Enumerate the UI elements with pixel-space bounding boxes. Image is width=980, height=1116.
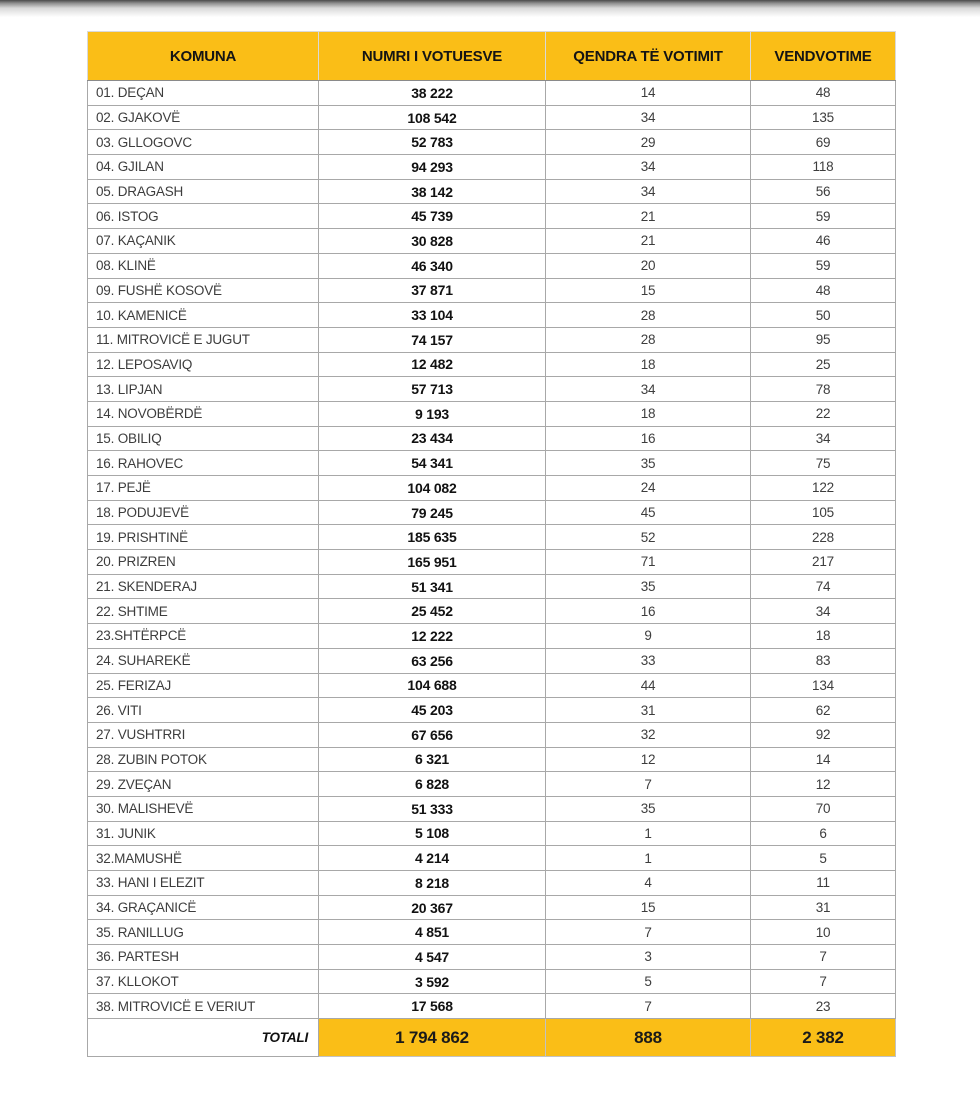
- cell-vendvotime: 10: [751, 920, 896, 945]
- cell-qendra: 52: [546, 525, 751, 550]
- table-row: [88, 945, 896, 970]
- cell-votuesve: 6 321: [319, 747, 546, 772]
- cell-komuna: 35. RANILLUG: [88, 920, 319, 945]
- cell-komuna: 13. LIPJAN: [88, 377, 319, 402]
- cell-qendra: 21: [546, 229, 751, 254]
- cell-vendvotime: 6: [751, 821, 896, 846]
- cell-votuesve: 6 828: [319, 772, 546, 797]
- cell-qendra: 24: [546, 476, 751, 501]
- table-row: [88, 476, 896, 501]
- cell-qendra: 15: [546, 895, 751, 920]
- cell-komuna: 37. KLLOKOT: [88, 969, 319, 994]
- cell-komuna: 24. SUHAREKË: [88, 648, 319, 673]
- cell-vendvotime: 92: [751, 722, 896, 747]
- cell-komuna: 06. ISTOG: [88, 204, 319, 229]
- cell-vendvotime: 135: [751, 105, 896, 130]
- cell-qendra: 32: [546, 722, 751, 747]
- table-row: [88, 303, 896, 328]
- table-row: [88, 599, 896, 624]
- cell-qendra: 31: [546, 698, 751, 723]
- cell-qendra: 12: [546, 747, 751, 772]
- table-row: [88, 920, 896, 945]
- cell-votuesve: 8 218: [319, 871, 546, 896]
- cell-qendra: 20: [546, 253, 751, 278]
- table-row: [88, 895, 896, 920]
- cell-qendra: 34: [546, 179, 751, 204]
- cell-qendra: 33: [546, 648, 751, 673]
- cell-komuna: 02. GJAKOVË: [88, 105, 319, 130]
- cell-votuesve: 165 951: [319, 550, 546, 575]
- table-row: [88, 155, 896, 180]
- cell-komuna: 11. MITROVICË E JUGUT: [88, 327, 319, 352]
- cell-vendvotime: 228: [751, 525, 896, 550]
- cell-vendvotime: 69: [751, 130, 896, 155]
- cell-komuna: 27. VUSHTRRI: [88, 722, 319, 747]
- cell-vendvotime: 59: [751, 204, 896, 229]
- table-row: [88, 81, 896, 106]
- cell-qendra: 7: [546, 920, 751, 945]
- cell-votuesve: 104 082: [319, 476, 546, 501]
- total-row: [88, 1019, 896, 1057]
- cell-votuesve: 94 293: [319, 155, 546, 180]
- table-row: [88, 698, 896, 723]
- cell-qendra: 7: [546, 772, 751, 797]
- cell-qendra: 45: [546, 500, 751, 525]
- column-header-qendra: QENDRA TË VOTIMIT: [546, 32, 751, 81]
- cell-vendvotime: 5: [751, 846, 896, 871]
- cell-votuesve: 4 547: [319, 945, 546, 970]
- cell-qendra: 16: [546, 426, 751, 451]
- cell-qendra: 28: [546, 327, 751, 352]
- total-vendvotime: 2 382: [751, 1019, 896, 1057]
- table-row: [88, 451, 896, 476]
- cell-komuna: 03. GLLOGOVC: [88, 130, 319, 155]
- window-top-edge: [0, 0, 980, 18]
- column-header-votuesve: NUMRI I VOTUESVE: [319, 32, 546, 81]
- cell-vendvotime: 14: [751, 747, 896, 772]
- cell-qendra: 29: [546, 130, 751, 155]
- cell-qendra: 5: [546, 969, 751, 994]
- total-label: TOTALI: [88, 1019, 319, 1057]
- cell-qendra: 18: [546, 401, 751, 426]
- table-row: [88, 204, 896, 229]
- table-body: [88, 81, 896, 1019]
- cell-votuesve: 9 193: [319, 401, 546, 426]
- table-row: [88, 426, 896, 451]
- cell-qendra: 14: [546, 81, 751, 106]
- table-row: [88, 550, 896, 575]
- cell-komuna: 28. ZUBIN POTOK: [88, 747, 319, 772]
- cell-votuesve: 5 108: [319, 821, 546, 846]
- cell-komuna: 09. FUSHË KOSOVË: [88, 278, 319, 303]
- cell-komuna: 29. ZVEÇAN: [88, 772, 319, 797]
- cell-vendvotime: 50: [751, 303, 896, 328]
- header-row: [88, 32, 896, 81]
- cell-komuna: 38. MITROVICË E VERIUT: [88, 994, 319, 1019]
- table-row: [88, 377, 896, 402]
- cell-vendvotime: 217: [751, 550, 896, 575]
- cell-votuesve: 12 482: [319, 352, 546, 377]
- cell-komuna: 31. JUNIK: [88, 821, 319, 846]
- cell-komuna: 01. DEÇAN: [88, 81, 319, 106]
- cell-qendra: 7: [546, 994, 751, 1019]
- cell-komuna: 21. SKENDERAJ: [88, 574, 319, 599]
- cell-votuesve: 74 157: [319, 327, 546, 352]
- cell-vendvotime: 62: [751, 698, 896, 723]
- table-row: [88, 722, 896, 747]
- cell-vendvotime: 46: [751, 229, 896, 254]
- cell-vendvotime: 48: [751, 81, 896, 106]
- cell-votuesve: 45 739: [319, 204, 546, 229]
- cell-votuesve: 51 341: [319, 574, 546, 599]
- cell-vendvotime: 18: [751, 624, 896, 649]
- cell-qendra: 28: [546, 303, 751, 328]
- cell-vendvotime: 59: [751, 253, 896, 278]
- table-row: [88, 574, 896, 599]
- cell-qendra: 4: [546, 871, 751, 896]
- table-row: [88, 821, 896, 846]
- cell-vendvotime: 105: [751, 500, 896, 525]
- cell-qendra: 16: [546, 599, 751, 624]
- cell-vendvotime: 11: [751, 871, 896, 896]
- cell-vendvotime: 12: [751, 772, 896, 797]
- cell-vendvotime: 83: [751, 648, 896, 673]
- cell-votuesve: 17 568: [319, 994, 546, 1019]
- cell-komuna: 22. SHTIME: [88, 599, 319, 624]
- cell-vendvotime: 34: [751, 426, 896, 451]
- cell-votuesve: 46 340: [319, 253, 546, 278]
- cell-qendra: 1: [546, 821, 751, 846]
- cell-qendra: 34: [546, 105, 751, 130]
- cell-vendvotime: 48: [751, 278, 896, 303]
- cell-vendvotime: 75: [751, 451, 896, 476]
- table-row: [88, 871, 896, 896]
- table-row: [88, 747, 896, 772]
- cell-votuesve: 52 783: [319, 130, 546, 155]
- table-row: [88, 401, 896, 426]
- cell-vendvotime: 70: [751, 796, 896, 821]
- cell-qendra: 71: [546, 550, 751, 575]
- cell-qendra: 35: [546, 574, 751, 599]
- cell-votuesve: 23 434: [319, 426, 546, 451]
- cell-vendvotime: 34: [751, 599, 896, 624]
- cell-votuesve: 4 851: [319, 920, 546, 945]
- cell-votuesve: 45 203: [319, 698, 546, 723]
- cell-komuna: 30. MALISHEVË: [88, 796, 319, 821]
- cell-votuesve: 51 333: [319, 796, 546, 821]
- cell-votuesve: 25 452: [319, 599, 546, 624]
- column-header-komuna: KOMUNA: [88, 32, 319, 81]
- table-row: [88, 673, 896, 698]
- cell-qendra: 9: [546, 624, 751, 649]
- cell-vendvotime: 7: [751, 969, 896, 994]
- cell-qendra: 34: [546, 377, 751, 402]
- table-row: [88, 772, 896, 797]
- table-row: [88, 500, 896, 525]
- cell-komuna: 08. KLINË: [88, 253, 319, 278]
- cell-komuna: 20. PRIZREN: [88, 550, 319, 575]
- table-row: [88, 327, 896, 352]
- voters-table-container: [87, 31, 895, 1057]
- cell-komuna: 23.SHTËRPCË: [88, 624, 319, 649]
- cell-komuna: 12. LEPOSAVIQ: [88, 352, 319, 377]
- cell-komuna: 14. NOVOBËRDË: [88, 401, 319, 426]
- column-header-vendvotime: VENDVOTIME: [751, 32, 896, 81]
- cell-vendvotime: 56: [751, 179, 896, 204]
- cell-qendra: 21: [546, 204, 751, 229]
- total-votuesve: 1 794 862: [319, 1019, 546, 1057]
- cell-vendvotime: 78: [751, 377, 896, 402]
- cell-votuesve: 33 104: [319, 303, 546, 328]
- cell-vendvotime: 22: [751, 401, 896, 426]
- table-row: [88, 278, 896, 303]
- cell-vendvotime: 74: [751, 574, 896, 599]
- total-qendra: 888: [546, 1019, 751, 1057]
- cell-qendra: 18: [546, 352, 751, 377]
- cell-vendvotime: 95: [751, 327, 896, 352]
- table-row: [88, 525, 896, 550]
- cell-votuesve: 38 142: [319, 179, 546, 204]
- cell-vendvotime: 134: [751, 673, 896, 698]
- table-row: [88, 179, 896, 204]
- cell-qendra: 15: [546, 278, 751, 303]
- cell-komuna: 15. OBILIQ: [88, 426, 319, 451]
- voters-table: [87, 31, 896, 1057]
- cell-votuesve: 30 828: [319, 229, 546, 254]
- cell-votuesve: 63 256: [319, 648, 546, 673]
- table-row: [88, 648, 896, 673]
- cell-komuna: 05. DRAGASH: [88, 179, 319, 204]
- cell-komuna: 16. RAHOVEC: [88, 451, 319, 476]
- cell-qendra: 3: [546, 945, 751, 970]
- cell-votuesve: 12 222: [319, 624, 546, 649]
- cell-komuna: 33. HANI I ELEZIT: [88, 871, 319, 896]
- cell-komuna: 10. KAMENICË: [88, 303, 319, 328]
- cell-qendra: 1: [546, 846, 751, 871]
- cell-votuesve: 108 542: [319, 105, 546, 130]
- cell-komuna: 32.MAMUSHË: [88, 846, 319, 871]
- table-row: [88, 796, 896, 821]
- cell-komuna: 18. PODUJEVË: [88, 500, 319, 525]
- cell-votuesve: 4 214: [319, 846, 546, 871]
- cell-votuesve: 20 367: [319, 895, 546, 920]
- cell-votuesve: 54 341: [319, 451, 546, 476]
- cell-komuna: 26. VITI: [88, 698, 319, 723]
- cell-vendvotime: 23: [751, 994, 896, 1019]
- cell-votuesve: 79 245: [319, 500, 546, 525]
- cell-komuna: 36. PARTESH: [88, 945, 319, 970]
- cell-komuna: 07. KAÇANIK: [88, 229, 319, 254]
- table-row: [88, 105, 896, 130]
- cell-qendra: 35: [546, 451, 751, 476]
- cell-vendvotime: 118: [751, 155, 896, 180]
- cell-qendra: 44: [546, 673, 751, 698]
- cell-votuesve: 37 871: [319, 278, 546, 303]
- table-row: [88, 969, 896, 994]
- table-row: [88, 352, 896, 377]
- cell-votuesve: 38 222: [319, 81, 546, 106]
- table-row: [88, 253, 896, 278]
- cell-qendra: 35: [546, 796, 751, 821]
- table-row: [88, 229, 896, 254]
- cell-votuesve: 185 635: [319, 525, 546, 550]
- cell-komuna: 25. FERIZAJ: [88, 673, 319, 698]
- cell-komuna: 34. GRAÇANICË: [88, 895, 319, 920]
- cell-votuesve: 104 688: [319, 673, 546, 698]
- cell-komuna: 17. PEJË: [88, 476, 319, 501]
- table-row: [88, 846, 896, 871]
- cell-votuesve: 57 713: [319, 377, 546, 402]
- cell-votuesve: 3 592: [319, 969, 546, 994]
- table-row: [88, 994, 896, 1019]
- cell-vendvotime: 31: [751, 895, 896, 920]
- cell-vendvotime: 25: [751, 352, 896, 377]
- table-row: [88, 130, 896, 155]
- table-row: [88, 624, 896, 649]
- cell-vendvotime: 7: [751, 945, 896, 970]
- cell-qendra: 34: [546, 155, 751, 180]
- cell-votuesve: 67 656: [319, 722, 546, 747]
- cell-komuna: 04. GJILAN: [88, 155, 319, 180]
- cell-komuna: 19. PRISHTINË: [88, 525, 319, 550]
- cell-vendvotime: 122: [751, 476, 896, 501]
